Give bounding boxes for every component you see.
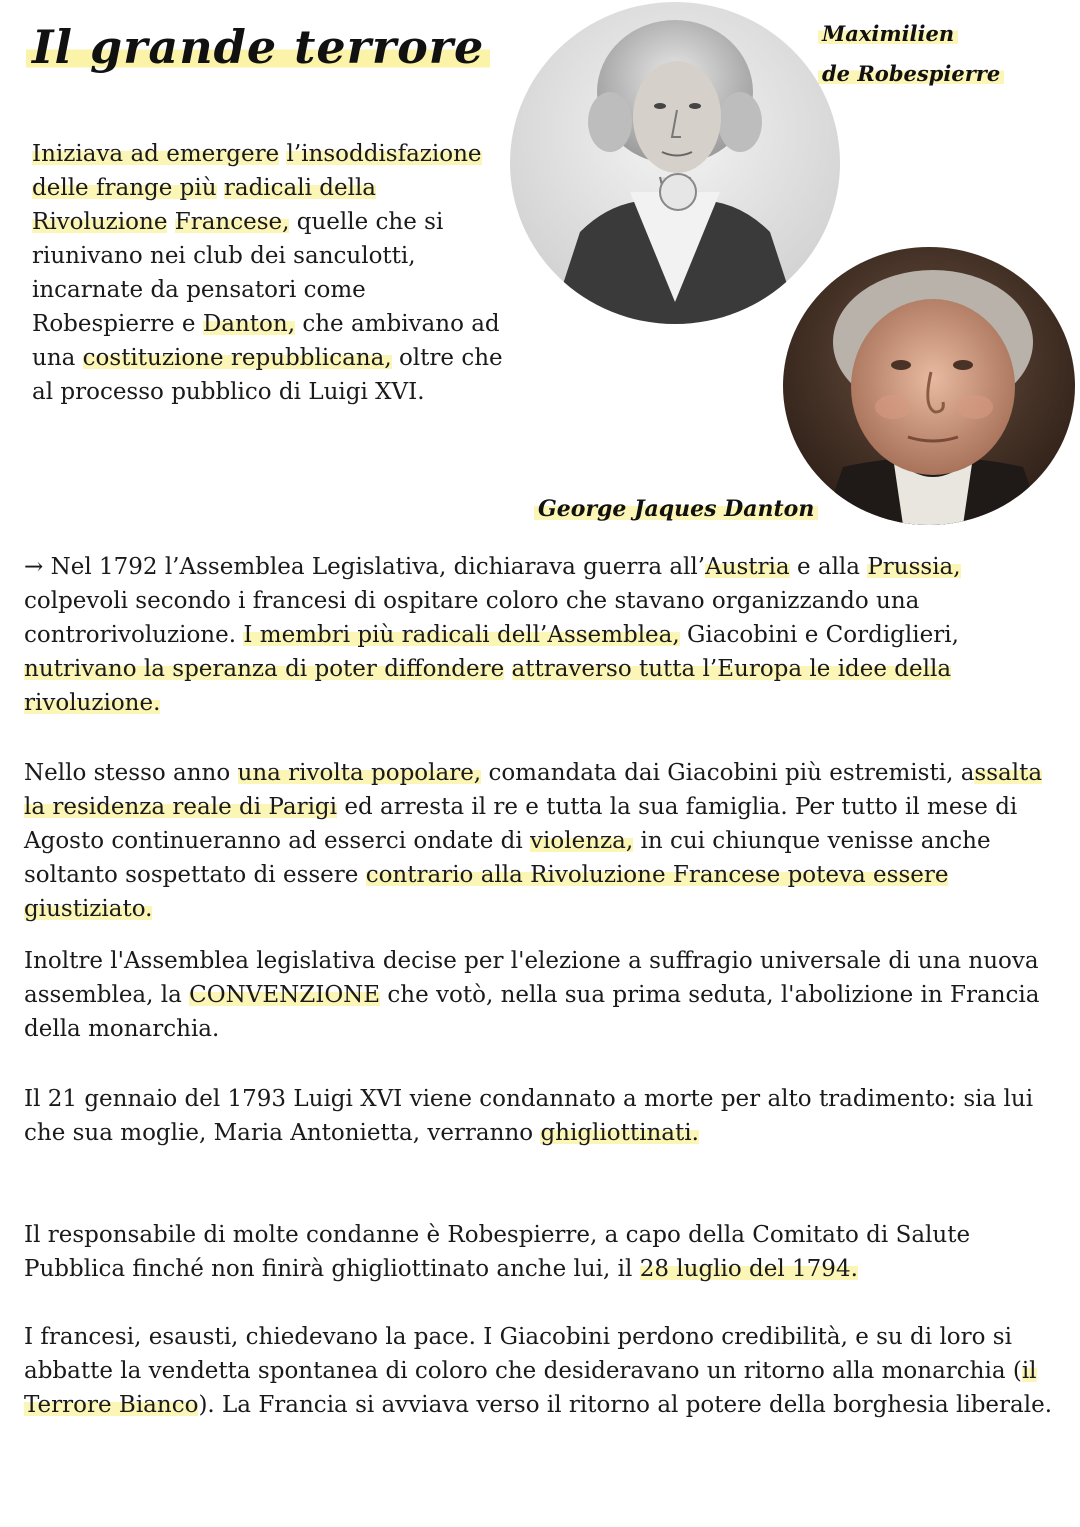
paragraph-popular-revolt: Nello stesso anno una rivolta popolare, comandata dai Giacobini più estremisti, assalta la residenza reale di Parigi ed arresta il re e tutta la sua famiglia. Per tutto il mese di Agosto continueranno ad esserci ondate di violenza, in cui chiunque venisse anche soltanto sospettato di essere contrario alla Rivoluzione Francese poteva essere giustiziato.: [24, 760, 1043, 922]
robespierre-caption: Maximilien de Robespierre: [818, 14, 1004, 94]
intro-paragraph: Iniziava ad emergere l’insoddisfazione delle frange più radicali della Rivoluzione Francese, quelle che si riunivano nei club dei sanculotti, incarnate da pensatori come Robespierre e Danton, che ambivano ad una costituzione repubblicana, oltre che al processo pubblico di Luigi XVI.: [32, 141, 503, 405]
danton-caption: George Jaques Danton: [534, 496, 818, 522]
robespierre-portrait: [510, 2, 840, 324]
paragraph-white-terror: I francesi, esausti, chiedevano la pace. I Giacobini perdono credibilità, e su di loro si abbatte la vendetta spontanea di coloro che desideravano un ritorno alla monarchia (il Terrore Bianco). La Francia si avviava verso il ritorno al potere della borghesia liberale.: [24, 1324, 1053, 1418]
danton-portrait: [783, 247, 1075, 525]
paragraph-execution-luigi: Il 21 gennaio del 1793 Luigi XVI viene condannato a morte per alto tradimento: sia lui che sua moglie, Maria Antonietta, verranno ghigliottinati.: [24, 1086, 1034, 1146]
paragraph-war-1792: → Nel 1792 l’Assemblea Legislativa, dichiarava guerra all’Austria e alla Prussia, colpevoli secondo i francesi di ospitare coloro che stavano organizzando una controrivoluzione. I membri più radicali dell’Assemblea, Giacobini e Cordiglieri, nutrivano la speranza di poter diffondere attraverso tutta l’Europa le idee della rivoluzione.: [24, 554, 961, 716]
paragraph-convention: Inoltre l'Assemblea legislativa decise per l'elezione a suffragio universale di una nuova assemblea, la CONVENZIONE che votò, nella sua prima seduta, l'abolizione in Francia della monarchia.: [24, 948, 1040, 1042]
paragraph-robespierre: Il responsabile di molte condanne è Robespierre, a capo della Comitato di Salute Pubblica finché non finirà ghigliottinato anche lui, il 28 luglio del 1794.: [24, 1222, 971, 1282]
page-title: Il grande terrore: [26, 20, 490, 74]
